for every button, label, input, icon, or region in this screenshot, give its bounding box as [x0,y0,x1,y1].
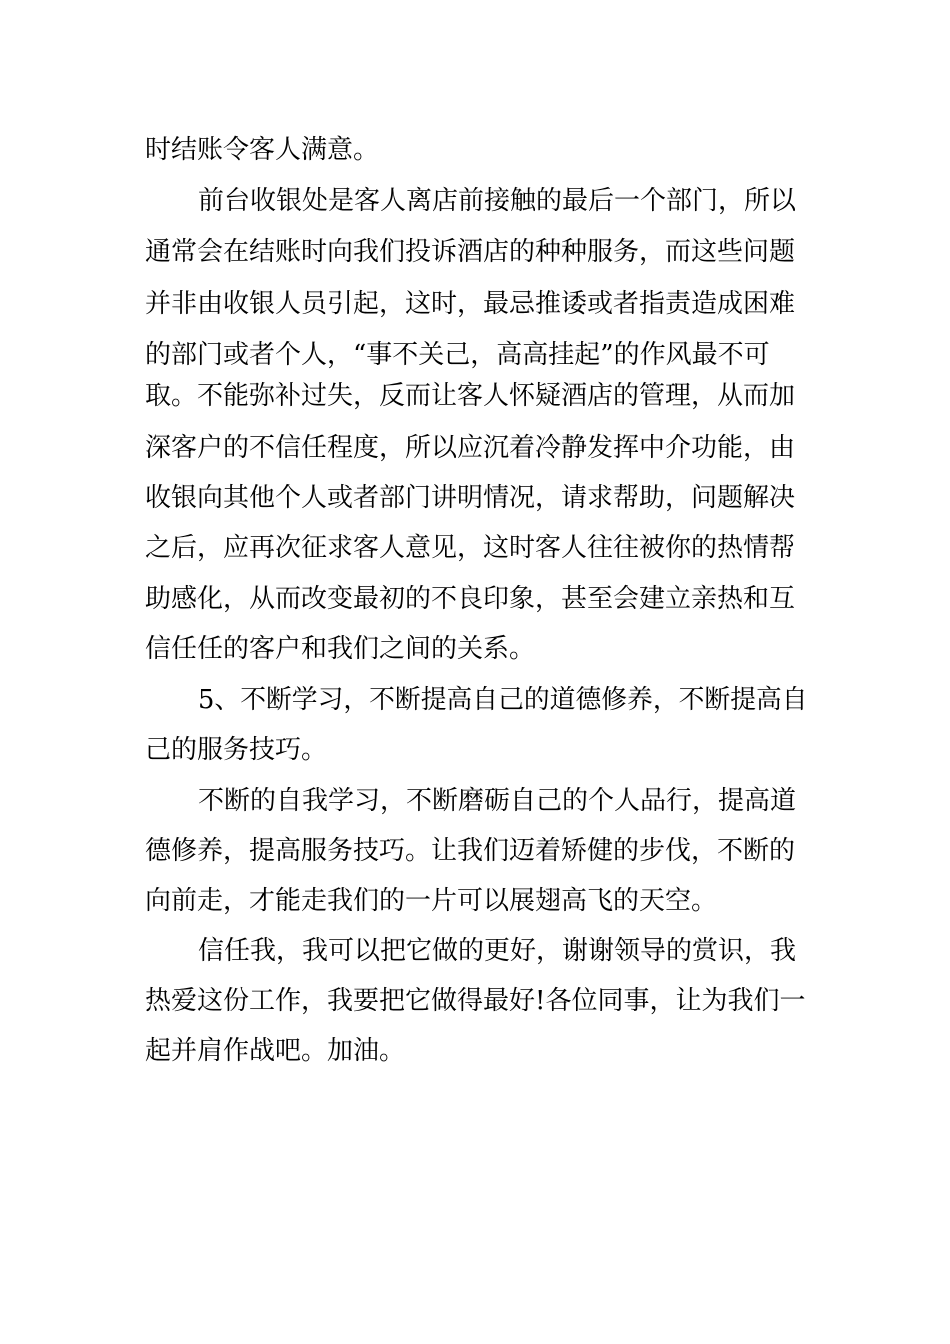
text-line: 起并肩作战吧。加油。 [145,1036,406,1066]
text-line: 前台收银处是客人离店前接触的最后一个部门，所以 [198,186,797,216]
text-line: 之后，应再次征求客人意见，这时客人往往被你的热情帮 [145,533,796,563]
text-line: 热爱这份工作，我要把它做得最好!各位同事，让为我们一 [145,986,806,1016]
text-line: 信任我，我可以把它做的更好，谢谢领导的赏识，我 [198,936,797,966]
text-line: 取。不能弥补过失，反而让客人怀疑酒店的管理，从而加 [145,381,796,411]
text-line: 信任任的客户和我们之间的关系。 [145,634,536,664]
text-line: 己的服务技巧。 [145,735,328,765]
text-line: 通常会在结账时向我们投诉酒店的种种服务，而这些问题 [145,237,796,267]
text-line: 助感化，从而改变最初的不良印象，甚至会建立亲热和互 [145,584,796,614]
text-line: 并非由收银人员引起，这时，最忌推诿或者指责造成困难 [145,289,796,319]
text-line: 5、不断学习，不断提高自己的道德修养，不断提高自 [198,685,808,715]
text-line: 德修养，提高服务技巧。让我们迈着矫健的步伐，不断的 [145,836,796,866]
text-line: 的部门或者个人，“事不关己，高高挂起”的作风最不可 [145,340,770,370]
text-line: 时结账令客人满意。 [145,135,380,165]
text-line: 收银向其他个人或者部门讲明情况，请求帮助，问题解决 [145,483,796,513]
text-line: 不断的自我学习，不断磨砺自己的个人品行，提高道 [198,786,797,816]
text-line: 深客户的不信任程度，所以应沉着冷静发挥中介功能，由 [145,433,796,463]
text-line: 向前走，才能走我们的一片可以展翅高飞的天空。 [145,886,718,916]
